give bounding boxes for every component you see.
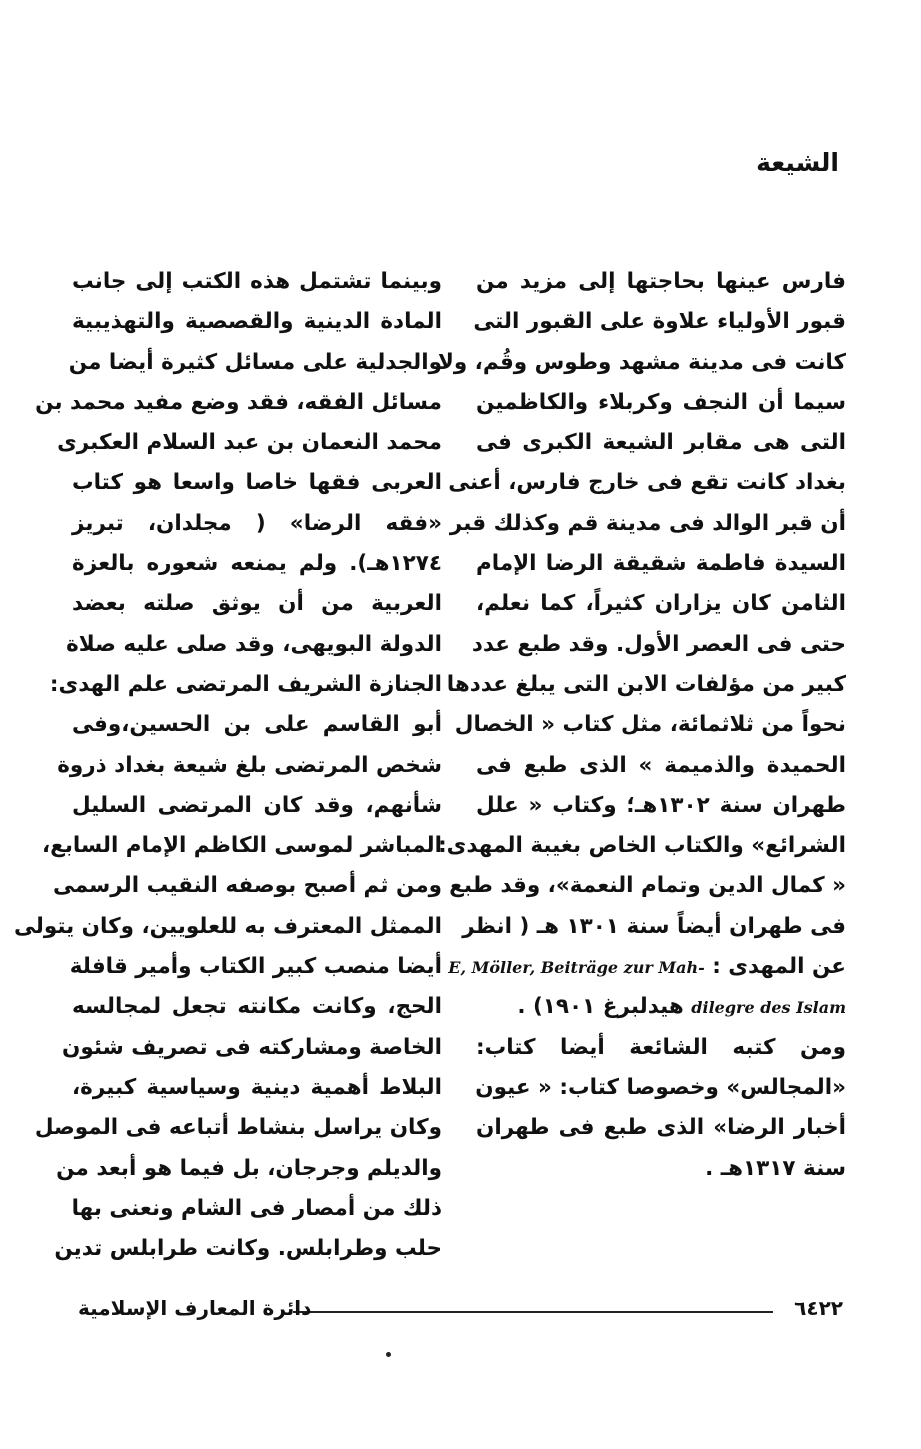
text-line: كانت فى مدينة مشهد وطوس وقُم، ولا (437, 349, 846, 375)
page-number: ٦٤٢٢ (794, 1296, 843, 1320)
stray-mark (386, 1352, 391, 1357)
text-line: ١٢٧٤هـ). ولم يمنعه شعوره بالعزة (72, 551, 442, 577)
text-line: والديلم وجرجان، بل فيما هو أبعد من (56, 1155, 442, 1181)
text-line: أخبار الرضا» الذى طبع فى طهران (476, 1115, 846, 1141)
arabic-fragment: عن المهدى : (712, 954, 846, 980)
text-line: فى طهران أيضاً سنة ١٣٠١ هـ ( انظر (462, 913, 846, 939)
text-line: ومن كتبه الشائعة أيضا كتاب: (476, 1034, 846, 1060)
text-line-mixed (448, 947, 846, 987)
text-line: المباشر لموسى الكاظم الإمام السابع، (42, 833, 442, 859)
text-line: حتى فى العصر الأول. وقد طبع عدد (471, 631, 846, 657)
text-line: «المجالس» وخصوصا كتاب: « عيون (475, 1074, 846, 1100)
page-header-title: الشيعة (756, 148, 839, 177)
text-line: حلب وطرابلس. وكانت طرابلس تدين (54, 1236, 442, 1262)
text-line: شأنهم، وقد كان المرتضى السليل (72, 792, 442, 818)
text-line: وكان يراسل بنشاط أتباعه فى الموصل (34, 1115, 442, 1141)
text-line: المادة الدينية والقصصية والتهذيبية (72, 309, 442, 335)
arabic-fragment: هيدلبرغ ١٩٠١) . (517, 994, 684, 1020)
text-line-mixed (476, 987, 846, 1027)
text-line: محمد النعمان بن عبد السلام العكبرى (57, 430, 442, 456)
text-line: الجنازة الشريف المرتضى علم الهدى: (49, 671, 442, 697)
text-line: الدولة البويهى، وقد صلى عليه صلاة (66, 631, 442, 657)
text-line: سيما أن النجف وكربلاء والكاظمين (476, 389, 846, 415)
text-line: مسائل الفقه، فقد وضع مفيد محمد بن (35, 389, 442, 415)
text-line: والجدلية على مسائل كثيرة أيضا من (68, 349, 442, 375)
text-line: التى هى مقابر الشيعة الكبرى فى (476, 430, 846, 456)
text-line: سنة ١٣١٧هـ . (705, 1155, 846, 1181)
text-line: أبو القاسم على بن الحسين،وفى (72, 712, 442, 738)
text-line: « كمال الدين وتمام النعمة»، وقد طبع (449, 873, 846, 899)
latin-citation: dilegre des Islam (691, 998, 846, 1018)
page-footer (78, 1296, 843, 1326)
text-line: ومن ثم أصبح بوصفه النقيب الرسمى (53, 873, 442, 899)
footer-divider (293, 1311, 773, 1313)
text-line: طهران سنة ١٣٠٢هـ؛ وكتاب « علل (476, 792, 846, 818)
latin-citation: E, Möller, Beiträge zur Mah- (448, 958, 705, 978)
text-line: السيدة فاطمة شقيقة الرضا الإمام (476, 551, 846, 577)
text-line: العربية من أن يوثق صلته بعضد (72, 591, 442, 617)
text-line: نحواً من ثلاثمائة، مثل كتاب « الخصال (454, 712, 846, 738)
text-line: الشرائع» والكتاب الخاص بغيبة المهدى: (438, 833, 846, 859)
text-line: ذلك من أمصار فى الشام ونعنى بها (71, 1195, 442, 1221)
text-line: وبينما تشتمل هذه الكتب إلى جانب (72, 269, 442, 294)
text-line: الحج، وكانت مكانته تجعل لمجالسه (72, 994, 442, 1020)
text-line: أن قبر الوالد فى مدينة قم وكذلك قبر (449, 510, 846, 536)
journal-title: دائرة المعارف الإسلامية (78, 1296, 312, 1320)
text-line: الحميدة والذميمة » الذى طبع فى (476, 752, 846, 778)
text-line: قبور الأولياء علاوة على القبور التى (473, 309, 846, 335)
text-line: بغداد كانت تقع فى خارج فارس، أعنى (448, 470, 846, 496)
text-line: كبير من مؤلفات الابن التى يبلغ عددها (446, 671, 846, 697)
text-line: «فقه الرضا» ( مجلدان، تبريز (72, 510, 442, 536)
text-line: شخص المرتضى بلغ شيعة بغداد ذروة (57, 752, 442, 778)
text-line: الخاصة ومشاركته فى تصريف شئون (62, 1034, 442, 1060)
text-line: الثامن كان يزاران كثيراً، كما نعلم، (476, 591, 846, 617)
text-line: العربى فقها خاصا واسعا هو كتاب (72, 470, 442, 496)
left-text-column (14, 262, 442, 1269)
text-line: أيضا منصب كبير الكتاب وأمير قافلة (69, 954, 442, 980)
text-line: فارس عينها بحاجتها إلى مزيد من (476, 269, 846, 294)
text-line: البلاط أهمية دينية وسياسية كبيرة، (72, 1074, 442, 1100)
right-text-column (437, 262, 846, 1189)
text-line: الممثل المعترف به للعلويين، وكان يتولى (14, 913, 442, 939)
